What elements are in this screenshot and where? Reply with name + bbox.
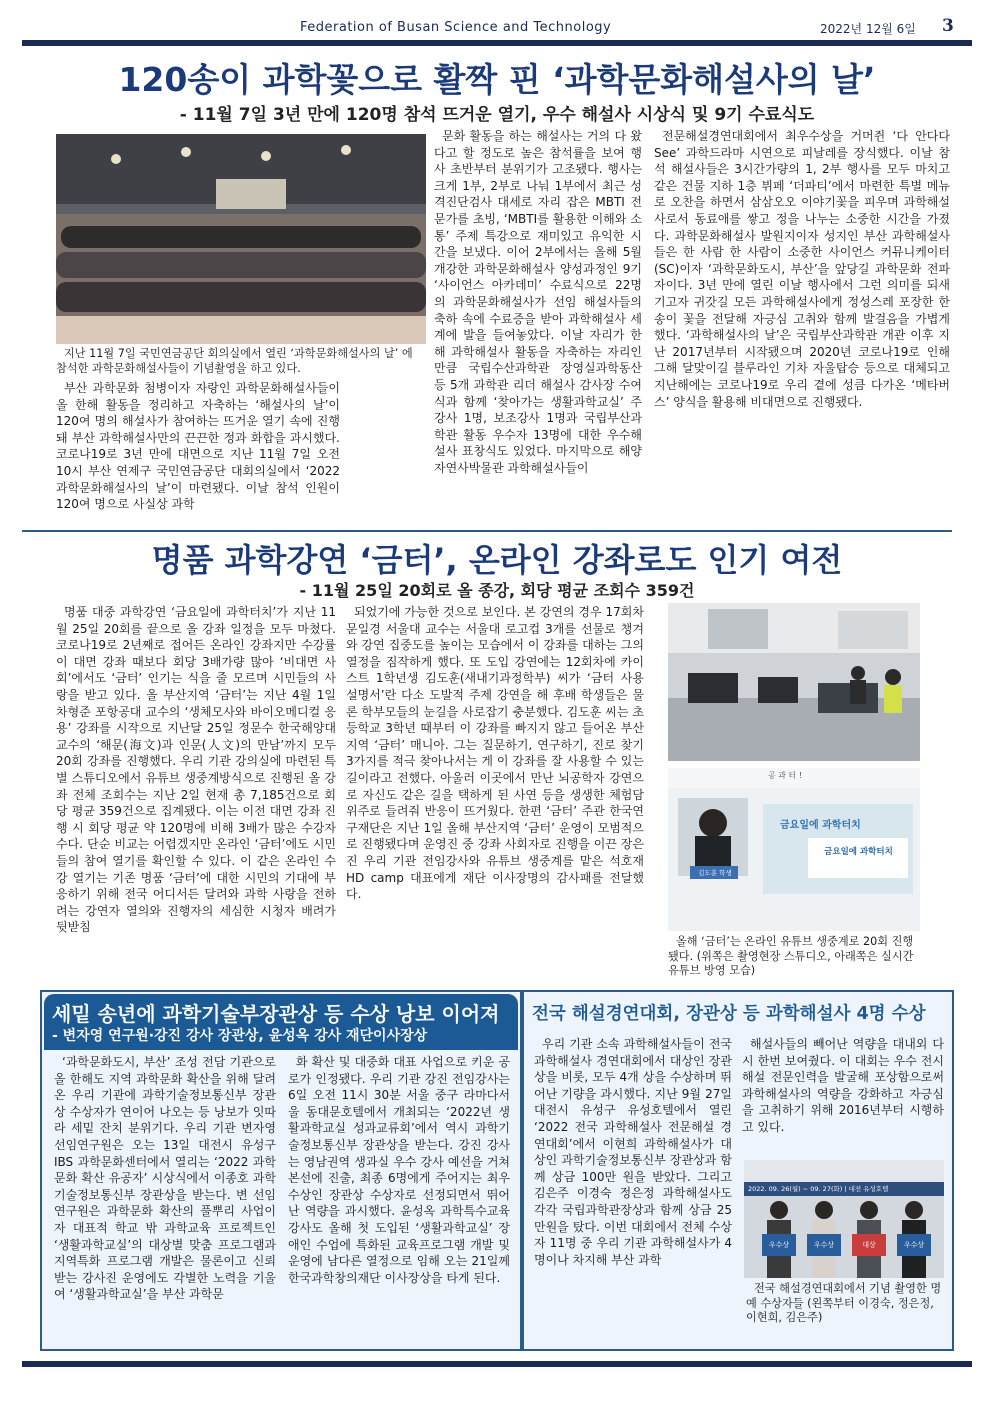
article1-subhead: - 11월 7일 3년 만에 120명 참석 뜨거운 열기, 우수 해설사 시상식 및 9기 수료식도 [179,105,815,125]
award-winners-illustration [744,1160,944,1278]
article1-column-3: 전문해설경연대회에서 최우수상을 거머쥔 ‘다 안다다 See’ 과학드라마 시연으로 피날레를 장식했다. 이날 참석 해설사들은 3시간가량의 1, 2부 행사를 모두 마치고 같은 건물 지하 1층 뷔페 ‘더파티’에서 마련한 특별 메뉴로 오찬을 하면서 삼삼오오 이야기꽃을 피우며 과학해설사로서 동료애를 쌓고 정을 나누는 소중한 시간을 가졌다. 과학문화해설사 발원지이자 성지인 부산 과학해설사들은 한 사람 한 사람이 소중한 사이언스 커뮤니케이터(SC)이자 ‘과학문화도시, 부산’을 앞당길 과학문화 전파자이다. 3년 만에 열린 이날 행사에서 그런 의미를 되새기고자 귀갓길 모든 과학해설사에게 정성스레 포장한 한 송이 꽃을 전달해 자긍심 고취와 함께 발걸음을 가볍게 했다. ‘과학해설사의 날’은 국립부산과학관 개관 이후 지난 2017년부터 시작됐으며 2020년 코로나19로 인해 그해 달맞이길 블루라인 기차 자울탑승 등으로 대체되고 지난해에는 코로나19로 우리 곁에 성큼 다가온 ‘메타버스’ 양식을 활용해 비대면으로 진행됐다. [654,129,950,409]
award-board-text: 우수상 [903,1241,925,1249]
article1-caption: 지난 11월 7일 국민연금공단 회의실에서 열린 ‘과학문화해설사의 날’ 에 참석한 과학문화해설사들이 기념촬영을 하고 있다. [56,347,413,375]
award-board-text: 우수상 [813,1241,835,1249]
article3-box [40,990,522,1351]
article4-caption: 전국 해설경연대회에서 기념 촬영한 명예 수상자들 (왼쪽부터 이경숙, 정은정, 이현희, 김은주) [746,1282,942,1324]
program-logo-text: 금요일에 과학터치 [824,847,893,857]
newsletter-title: Federation of Busan Science and Technology [300,20,612,35]
studio-brand-text: 금요일에 과학터치 [780,820,861,831]
article3-subhead: - 변자영 연구원·강진 강사 장관상, 윤성옥 강사 재단이사장상 [52,1028,428,1044]
event-banner-text: 2022. 09. 26(월) ~ 09. 27(화) | 대전 유성호텔 [748,1185,889,1193]
studio-photo [668,603,920,761]
article1-headline: 120송이 과학꽃으로 활짝 핀 ‘과학문화해설사의 날’ [118,60,876,99]
article4-headline: 전국 해설경연대회, 장관상 등 과학해설사 4명 수상 [532,1004,926,1024]
article2-column-2: 되었기에 가능한 것으로 보인다. 본 강연의 경우 17회차 문일경 서울대 교수는 서울대 로고컵 3개를 선물로 챙겨와 강연 집중도를 높이는 모습에서 이 강좌를 대하는 그의 열정을 짐작하게 했다. 또 도입 강연에는 12회차에 카이스트 1학년생 김도훈(새내기과정학부) 씨가 ‘금터 사용 설명서’란 다소 도발적 주제 강연을 해 후배 학생들은 물론 학부모들의 눈길을 사로잡기 충분했다. 김도훈 씨는 초등학교 3학년 때부터 이 강좌를 빠지지 않고 들어온 부산지역 ‘금터’ 매니아. 그는 질문하기, 연구하기, 진로 찾기 3가지를 적극 찾아나서는 게 이 강좌를 잘 사용할 수 있는 길이라고 전했다. 아울러 이곳에서 만난 뇌공학자 강연으로 자신도 같은 길을 택하게 된 사연 등을 생생한 체험담 위주로 들려줘 반응이 뜨거웠다. 한편 ‘금터’ 주관 한국연구재단은 지난 1일 올해 부산지역 ‘금터’ 운영이 모범적으로 진행됐다며 운영진 중 강좌 사회자로 진행을 이끈 장은진 우리 기관 전임강사와 유튜브 생중계를 맡은 석호재 HD camp 대표에게 재단 이사장명의 감사패를 전달했다. [346,605,644,902]
article4-column-1: 우리 기관 소속 과학해설사들이 전국 과학해설사 경연대회에서 대상인 장관상을 비롯, 모두 4개 상을 수상하며 뛰어난 기량을 과시했다. 지난 9월 27일 대전시 유성구 유성호텔에서 열린 ‘2022 전국 과학해설사 전문해설 경연대회’에서 이현희 과학해설사가 대상인 과학기술정보통신부 장관상과 함께 상금 100만 원을 받았다. 그리고 김은주 이경숙 정은정 과학해설사도 각각 국립과학관장상과 함께 상금 25만원을 탔다. 이번 대회에서 전체 수상자 11명 중 우리 기관 과학해설사가 4명이나 차지해 부산 과학 [534,1037,732,1267]
section-divider [22,530,952,532]
article2-column-1: 명품 대중 과학강연 ‘금요일에 과학터치’가 지난 11월 25일 20회를 끝으로 올 강좌 일정을 모두 마쳤다. 코로나19로 2년째로 접어든 온라인 강좌지만 수강률이 대면 강좌 때보다 회당 3배가량 많아 ‘비대면 사회’에서도 ‘금터’ 인기는 식을 줄 모르며 시민들의 사랑을 받고 있다. 올 부산지역 ‘금터’는 지난 4월 1일 차형준 포항공대 교수의 ‘생체모사와 바이오메디컬 응용’ 강좌를 시작으로 지난달 25일 정문수 한국해양대 교수의 ‘해문(海文)과 인문(人文)의 만남’까지 모두 20회 강좌를 진행했다. 우리 기관 강의실에 마련된 특별 스튜디오에서 유튜브 생중계방식으로 진행된 올 강좌 전체 조회수는 지난 2일 현재 총 7,185건으로 회당 평균 359건으로 집계됐다. 이는 이전 대면 강좌 진행 시 회당 평균 약 120명에 비해 3배가 많은 수강자수다. 단순 비교는 어렵겠지만 온라인 ‘금터’에도 시민들의 참여 열기를 확인할 수 있다. 이 같은 온라인 수강 열기는 기존 명품 ‘금터’에 대한 시민의 기대에 부응하기 위해 전국 어디서든 달려와 과학 사랑을 전하려는 강연자 열의와 진행자의 세심한 시청자 배려가 뒷받침 [56,605,336,935]
article2-headline: 명품 과학강연 ‘금터’, 온라인 강좌로도 인기 여전 [151,541,843,579]
studio-photo-illustration [668,603,920,761]
article3-column-1: ‘과학문화도시, 부산’ 조성 전담 기관으로 올 한해도 지역 과학문화 확산을 위해 달려온 우리 기관에 과학기술정보통신부 장관상 수상자가 연이어 나오는 등 낭보가 잇따라 세밑 잔치 분위기다. 우리 기관 변자영 선임연구원은 오는 13일 대전시 유성구 IBS 과학문화센터에서 열리는 ‘2022 과학문화 확산 유공자’ 시상식에서 이종호 과학기술정보통신부 장관상을 받는다. 변 선임연구원은 과학문화 확산의 풀뿌리 사업이자 대표적 학교 밖 과학교육 프로젝트인 ‘생활과학교실’의 대상별 맞춤 프로그램과 지역특화 프로그램 개발은 물론이고 신뢰받는 강사진 운영에도 각별한 노력을 기울여 ‘생활과학교실’을 부산 과학문 [54,1055,276,1302]
youtube-stream-photo [668,768,920,931]
group-photo-illustration [56,134,426,344]
article4-box [522,990,954,1351]
article2-subhead: - 11월 25일 20회로 올 종강, 회당 평균 조회수 359건 [299,581,695,600]
footer-rule [22,1361,972,1367]
grand-prize-board-text: 대상 [862,1241,876,1249]
issue-date: 2022년 12월 6일 [820,22,916,36]
article3-column-2: 화 확산 및 대중화 대표 사업으로 키운 공로가 인정됐다. 우리 기관 강진 전임강사는 6일 오전 11시 30분 서울 중구 라마다서울 동대문호텔에서 개최되는 ‘2022년 생활과학교실 성과교류회’에서 역시 과학기술정보통신부 장관상을 받는다. 강진 강사는 영남권역 생과실 우수 강사 예선을 거쳐 본선에 진출, 최종 6명에게 주어지는 최우수상인 장관상 수상자로 선정되면서 뛰어난 역량을 과시했다. 윤성옥 과학특수교육 강사도 올해 첫 도입된 ‘생활과학교실’ 장애인 수업에 특화된 교육프로그램 개발 및 운영에 남다른 열정으로 임해 오는 21일께 한국과학창의재단 이사장상을 타게 된다. [288,1055,510,1285]
studio-sign-text: 공 과 터 ! [768,771,803,780]
article4-column-2: 해설사들의 빼어난 역량을 대내외 다시 한번 보여줬다. 이 대회는 우수 전시해설 전문인력을 발굴해 포상함으로써 과학해설사의 역량을 강화하고 자긍심을 고취하기 위해 2016년부터 시행하고 있다. [742,1037,944,1134]
article3-headline: 세밑 송년에 과학기술부장관상 등 수상 낭보 이어져 [52,1002,500,1026]
award-winners-photo [744,1160,944,1278]
speaker-name-tag: 김도훈 학생 [698,869,732,877]
article1-column-2: 문화 활동을 하는 해설사는 거의 다 왔다고 할 정도로 높은 참석률을 보여 행사 초반부터 분위기가 고조됐다. 행사는 크게 1부, 2부로 나눠 1부에서 최근 성격진단검사 대세로 자리 잡은 MBTI 전문가를 초빙, ‘MBTI를 활용한 이해와 소통’ 주제 특강으로 재미있고 유익한 시간을 보냈다. 이어 2부에서는 올해 5월 개강한 과학문화해설사 양성과정인 9기 ‘사이언스 아카데미’ 수료식으로 22명의 과학문화해설사가 선임 해설사들의 축하 속에 수료증을 받아 과학해설사 세계에 발을 들여놓았다. 이날 자리가 한해 과학해설사 활동을 자축하는 자리인 만큼 국립수산과학관 장영실과학동산 등 5개 과학관 리더 해설사 감사장 수여식과 함께 ‘찾아가는 생활과학교실’ 주강사 1명, 보조강사 1명과 국립부산과학관 활동 우수자 13명에 대한 우수해설사 표창식도 있었다. 마지막으로 해양자연사박물관 과학해설사들이 [434,129,642,475]
article1-column-1: 부산 과학문화 첨병이자 자랑인 과학문화해설사들이 올 한해 활동을 정리하고 자축하는 ‘해설사의 날’이 120여 명의 해설사가 참여하는 뜨거운 열기 속에 진행돼 부산 과학해설사만의 끈끈한 정과 화합을 과시했다. 코로나19로 3년 만에 대면으로 지난 11월 7일 오전 10시 부산 연제구 국민연금공단 대회의실에서 ‘2022 과학문화해설사의 날’이 마련됐다. 이날 참석 인원이 120여 명으로 사실상 과학 [56,381,340,512]
page-number: 3 [942,16,954,36]
header-rule [22,40,972,46]
article2-caption: 올해 ‘금터’는 온라인 유튜브 생중계로 20회 진행됐다. (위쪽은 촬영현장 스튜디오, 아래쪽은 실시간 유튜브 방영 모습) [668,935,914,977]
group-photo [56,134,426,344]
award-board-text: 우수상 [768,1241,790,1249]
